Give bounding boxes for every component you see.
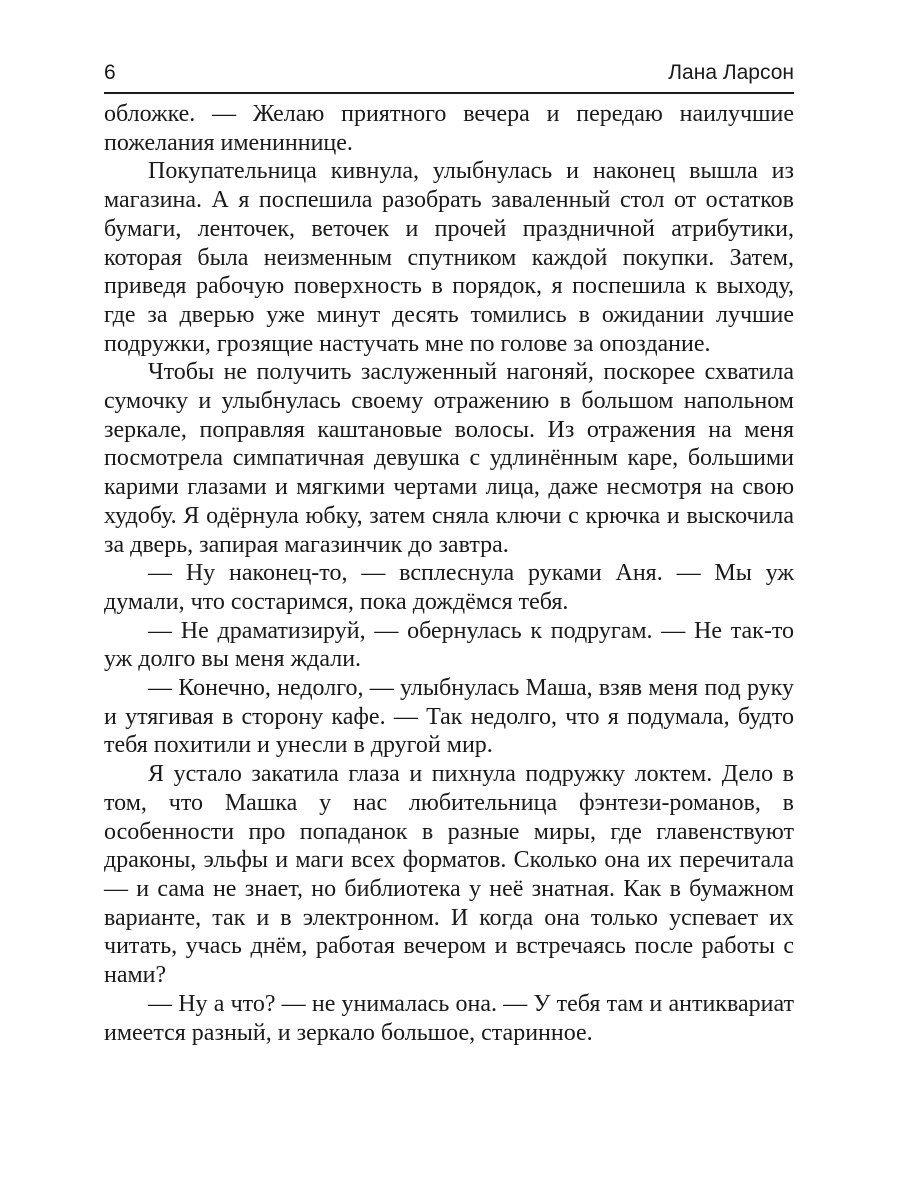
body-text — [104, 100, 794, 1047]
paragraph: Я устало закатила глаза и пихнула подружку локтем. Дело в том, что Машка у нас любительница фэнтези-романов, в особенности про попаданок в разные миры, где главенствуют драконы, эльфы и маги всех форматов. Сколько она их перечитала — и сама не знает, но библиотека у неё знатная. Как в бумажном варианте, так и в электронном. И когда она только успевает их читать, учась днём, работая вечером и встречаясь после работы с нами? — [104, 761, 794, 989]
running-header — [104, 58, 794, 94]
paragraph: — Ну а что? — не унималась она. — У тебя там и антиквариат имеется разный, и зеркало большое, старинное. — [104, 990, 794, 1046]
page-number: 6 — [104, 61, 116, 84]
paragraph: — Не драматизируй, — обернулась к подругам. — Не так-то уж долго вы меня ждали. — [104, 617, 794, 673]
paragraph: обложке. — Желаю приятного вечера и передаю наилучшие пожелания имениннице. — [104, 101, 794, 156]
paragraph: — Ну наконец-то, — всплеснула руками Аня. — Мы уж думали, что состаримся, пока дождёмся тебя. — [104, 560, 794, 615]
paragraph: Чтобы не получить заслуженный нагоняй, поскорее схватила сумочку и улыбнулась своему отражению в большом напольном зеркале, поправляя каштановые волосы. Из отражения на меня посмотрела симпатичная девушка с удлинённым каре, большими карими глазами и мягкими чертами лица, даже несмотря на свою худобу. Я одёрнула юбку, затем сняла ключи с крючка и выскочила за дверь, запирая магазинчик до завтра. — [104, 359, 794, 558]
paragraph: — Конечно, недолго, — улыбнулась Маша, взяв меня под руку и утягивая в сторону кафе. — Так недолго, что я подумала, будто тебя похитили и унесли в другой мир. — [104, 675, 794, 759]
paragraph: Покупательница кивнула, улыбнулась и наконец вышла из магазина. А я поспешила разобрать заваленный стол от остатков бумаги, ленточек, веточек и прочей праздничной атрибутики, которая была неизменным спутником каждой покупки. Затем, приведя рабочую поверхность в порядок, я поспешила к выходу, где за дверью уже минут десять томились в ожидании лучшие подружки, грозящие настучать мне по голове за опоздание. — [104, 158, 794, 357]
author-name: Лана Ларсон — [668, 61, 794, 84]
